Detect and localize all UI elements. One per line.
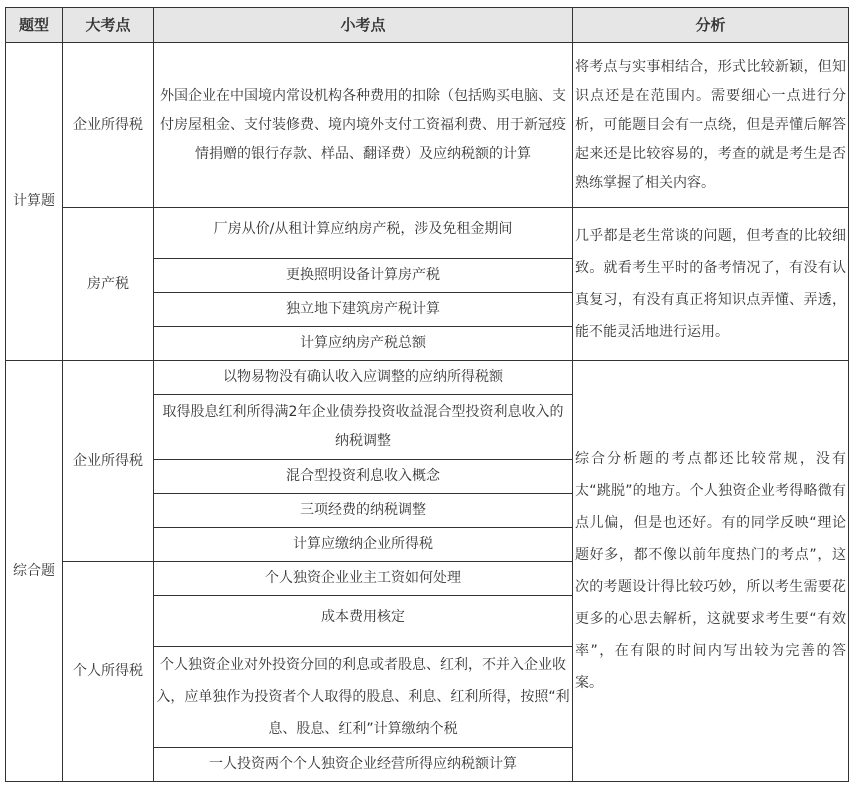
major-point-cell: 房产税 [63, 208, 154, 361]
minor-point-cell: 三项经费的纳税调整 [154, 494, 573, 528]
table-row [6, 361, 849, 395]
minor-point-cell: 更换照明设备计算房产税 [154, 259, 573, 293]
header-analysis: 分析 [573, 8, 849, 43]
major-point-cell: 个人所得税 [63, 562, 154, 782]
table-row [6, 208, 849, 259]
analysis-cell: 将考点与实事相结合，形式比较新颖，但知识点还是在范围内。需要细心一点进行分析，可能题目会有一点绕，但是弄懂后解答起来还是比较容易的，考查的就是考生是否熟练掌握了相关内容。 [573, 43, 849, 208]
table-row [6, 43, 849, 208]
minor-point-cell: 独立地下建筑房产税计算 [154, 293, 573, 327]
major-point-cell: 企业所得税 [63, 361, 154, 562]
minor-point-cell: 以物易物没有确认收入应调整的应纳所得税额 [154, 361, 573, 395]
exam-analysis-table [5, 7, 849, 782]
question-type-cell: 计算题 [6, 43, 63, 361]
minor-point-cell: 成本费用核定 [154, 596, 573, 647]
header-question-type: 题型 [6, 8, 63, 43]
minor-point-cell: 一人投资两个个人独资企业经营所得应纳税额计算 [154, 748, 573, 782]
minor-point-cell: 取得股息红利所得满2年企业债券投资收益混合型投资利息收入的纳税调整 [154, 395, 573, 460]
minor-point-cell: 混合型投资利息收入概念 [154, 460, 573, 494]
header-major-point: 大考点 [63, 8, 154, 43]
minor-point-cell: 外国企业在中国境内常设机构各种费用的扣除（包括购买电脑、支付房屋租金、支付装修费、境内境外支付工资福利费、用于新冠疫情捐赠的银行存款、样品、翻译费）及应纳税额的计算 [154, 43, 573, 208]
analysis-cell: 综合分析题的考点都还比较常规，没有太“跳脱”的地方。个人独资企业考得略微有点儿偏，但是也还好。有的同学反映“理论题好多，都不像以前年度热门的考点”，这次的考题设计得比较巧妙，所以考生需要花更多的心思去解析，这就要求考生要“有效率”，在有限的时间内写出较为完善的答案。 [573, 361, 849, 782]
minor-point-cell: 厂房从价/从租计算应纳房产税，涉及免租金期间 [154, 208, 573, 259]
header-minor-point: 小考点 [154, 8, 573, 43]
header-row [6, 8, 849, 43]
minor-point-cell: 个人独资企业对外投资分回的利息或者股息、红利，不并入企业收入，应单独作为投资者个人取得的股息、利息、红利所得，按照“利息、股息、红利”计算缴纳个税 [154, 647, 573, 748]
question-type-cell: 综合题 [6, 361, 63, 782]
minor-point-cell: 计算应纳房产税总额 [154, 327, 573, 361]
minor-point-cell: 个人独资企业业主工资如何处理 [154, 562, 573, 596]
major-point-cell: 企业所得税 [63, 43, 154, 208]
minor-point-cell: 计算应缴纳企业所得税 [154, 528, 573, 562]
analysis-cell: 几乎都是老生常谈的问题，但考查的比较细致。就看考生平时的备考情况了，有没有认真复习，有没有真正将知识点弄懂、弄透，能不能灵活地进行运用。 [573, 208, 849, 361]
